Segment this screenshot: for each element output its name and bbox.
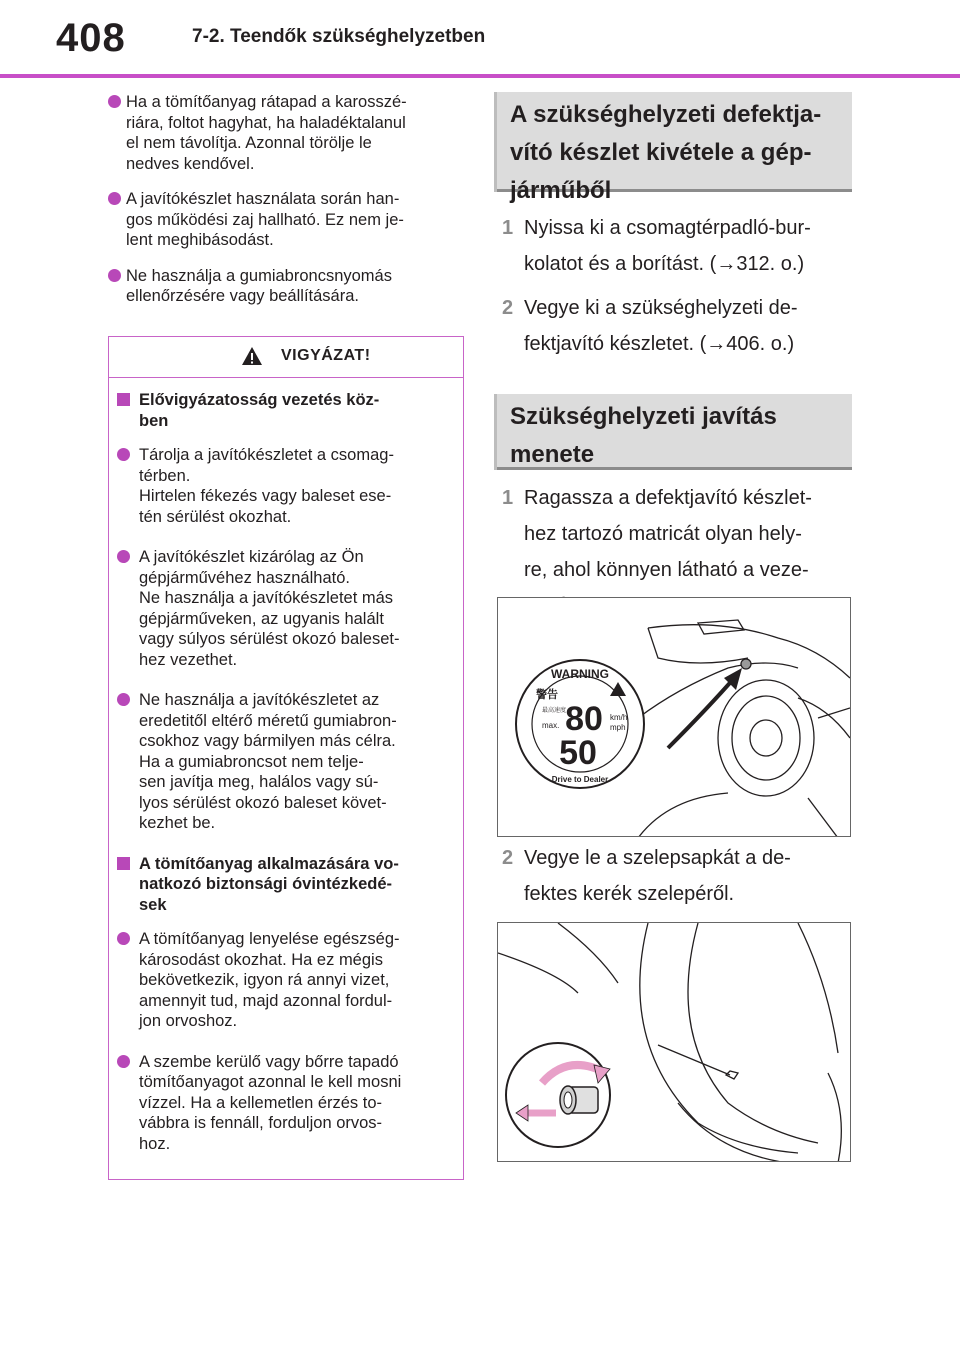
list-item: Ha a tömítőanyag rátapad a karosszé- riára, foltot hagyhat, ha haladéktalanul el nem távolítja. Azonnal törölje le nedves kendővel. [108,92,464,174]
warning-triangle-icon [241,346,263,366]
sticker-speed-mph: 50 [559,734,597,772]
sticker-jp-warning: 警告 [536,688,558,701]
bullet-dot-icon [108,192,121,205]
warning-title: VIGYÁZAT! [281,347,371,364]
wheel-valve-illustration [498,923,851,1162]
bullet-dot-icon [117,932,130,945]
sticker-warning-text: WARNING [551,667,609,681]
step-item: 1 Nyissa ki a csomagtérpadló-bur- kolatot és a borítást. (→312. o.) [502,217,811,275]
sticker-bottom-text: Drive to Dealer [551,775,609,784]
warning-subheading: Elővigyázatosság vezetés köz- ben [117,390,449,431]
warning-subheading: A tömítőanyag alkalmazására vo- natkozó biztonsági óvintézkedé- sek [117,854,449,916]
step-item: 2 Vegye ki a szükséghelyzeti de- fektjavító készletet. (→406. o.) [502,297,798,355]
bullet-dot-icon [117,1055,130,1068]
list-item: Tárolja a javítókészletet a csomag- térben. Hirtelen fékezés vagy baleset ese- tén sérülést okozhat. [117,445,449,527]
sticker-jp-speed: 最高速度 [542,707,567,714]
sticker-placement-figure [497,597,851,837]
warning-box [108,336,464,1180]
bullet-dot-icon [108,269,121,282]
square-bullet-icon [117,857,130,870]
sticker-unit-mph: mph [610,723,626,732]
sticker-speed-kmh: 80 [565,700,603,738]
left-notes [108,92,464,322]
valve-cap-figure [497,922,851,1162]
sticker-max-label: max. [542,721,560,730]
step-item: 2 Vegye le a szelepsapkát a de- fektes kerék szelepéről. [502,847,791,905]
bullet-dot-icon [108,95,121,108]
bullet-dot-icon [117,693,130,706]
list-item: A szembe kerülő vagy bőrre tapadó tömítőanyagot azonnal le kell mosni vízzel. Ha a kellemetlen érzés to- vábbra is fennáll, forduljon orvos- hoz. [117,1052,449,1155]
list-item: A tömítőanyag lenyelése egészség- károsodást okozhat. Ha ez mégis bekövetkezik, igyon rá annyi vizet, amennyit tud, majd azonnal fordul- jon orvoshoz. [117,929,449,1032]
warning-header [109,337,463,378]
section-heading: Szükséghelyzeti javítás menete [494,394,852,470]
right-column [494,92,852,624]
bullet-dot-icon [117,550,130,563]
list-item: Ne használja a gumiabroncsnyomás ellenőrzésére vagy beállítására. [108,266,464,307]
bullet-dot-icon [117,448,130,461]
chapter-title: 7-2. Teendők szükséghelyzetben [192,26,486,47]
speed-warning-sticker [514,658,646,790]
list-item: A javítókészlet használata során han- gos működési zaj hallható. Ez nem je- lent meghibásodást. [108,189,464,251]
list-item: Ne használja a javítókészletet az eredetitől eltérő méretű gumiabron- csokhoz vagy bármilyen más célra. Ha a gumiabroncsot nem telje- sen javítja meg, halálos vagy sú- lyos sérülést okozó baleset követ- kezhet be. [117,690,449,834]
list-item: A javítókészlet kizárólag az Ön gépjárművéhez használható. Ne használja a javítókészletet más gépjárműveken, az ugyanis halált vagy súlyos sérülést okozó baleset- hez vezethet. [117,547,449,670]
header-divider [0,74,960,78]
sticker-unit-kmh: km/h [610,713,628,722]
section-heading: A szükséghelyzeti defektja- vító készlet kivétele a gép- járműből [494,92,852,192]
page-header [0,0,960,78]
step-item: 1 Ragassza a defektjavító készlet- hez tartozó matricát olyan hely- re, ahol könnyen látható a veze- [502,487,812,581]
page-number: 408 [56,16,126,60]
valve-cap-icon [560,1086,598,1114]
square-bullet-icon [117,393,130,406]
